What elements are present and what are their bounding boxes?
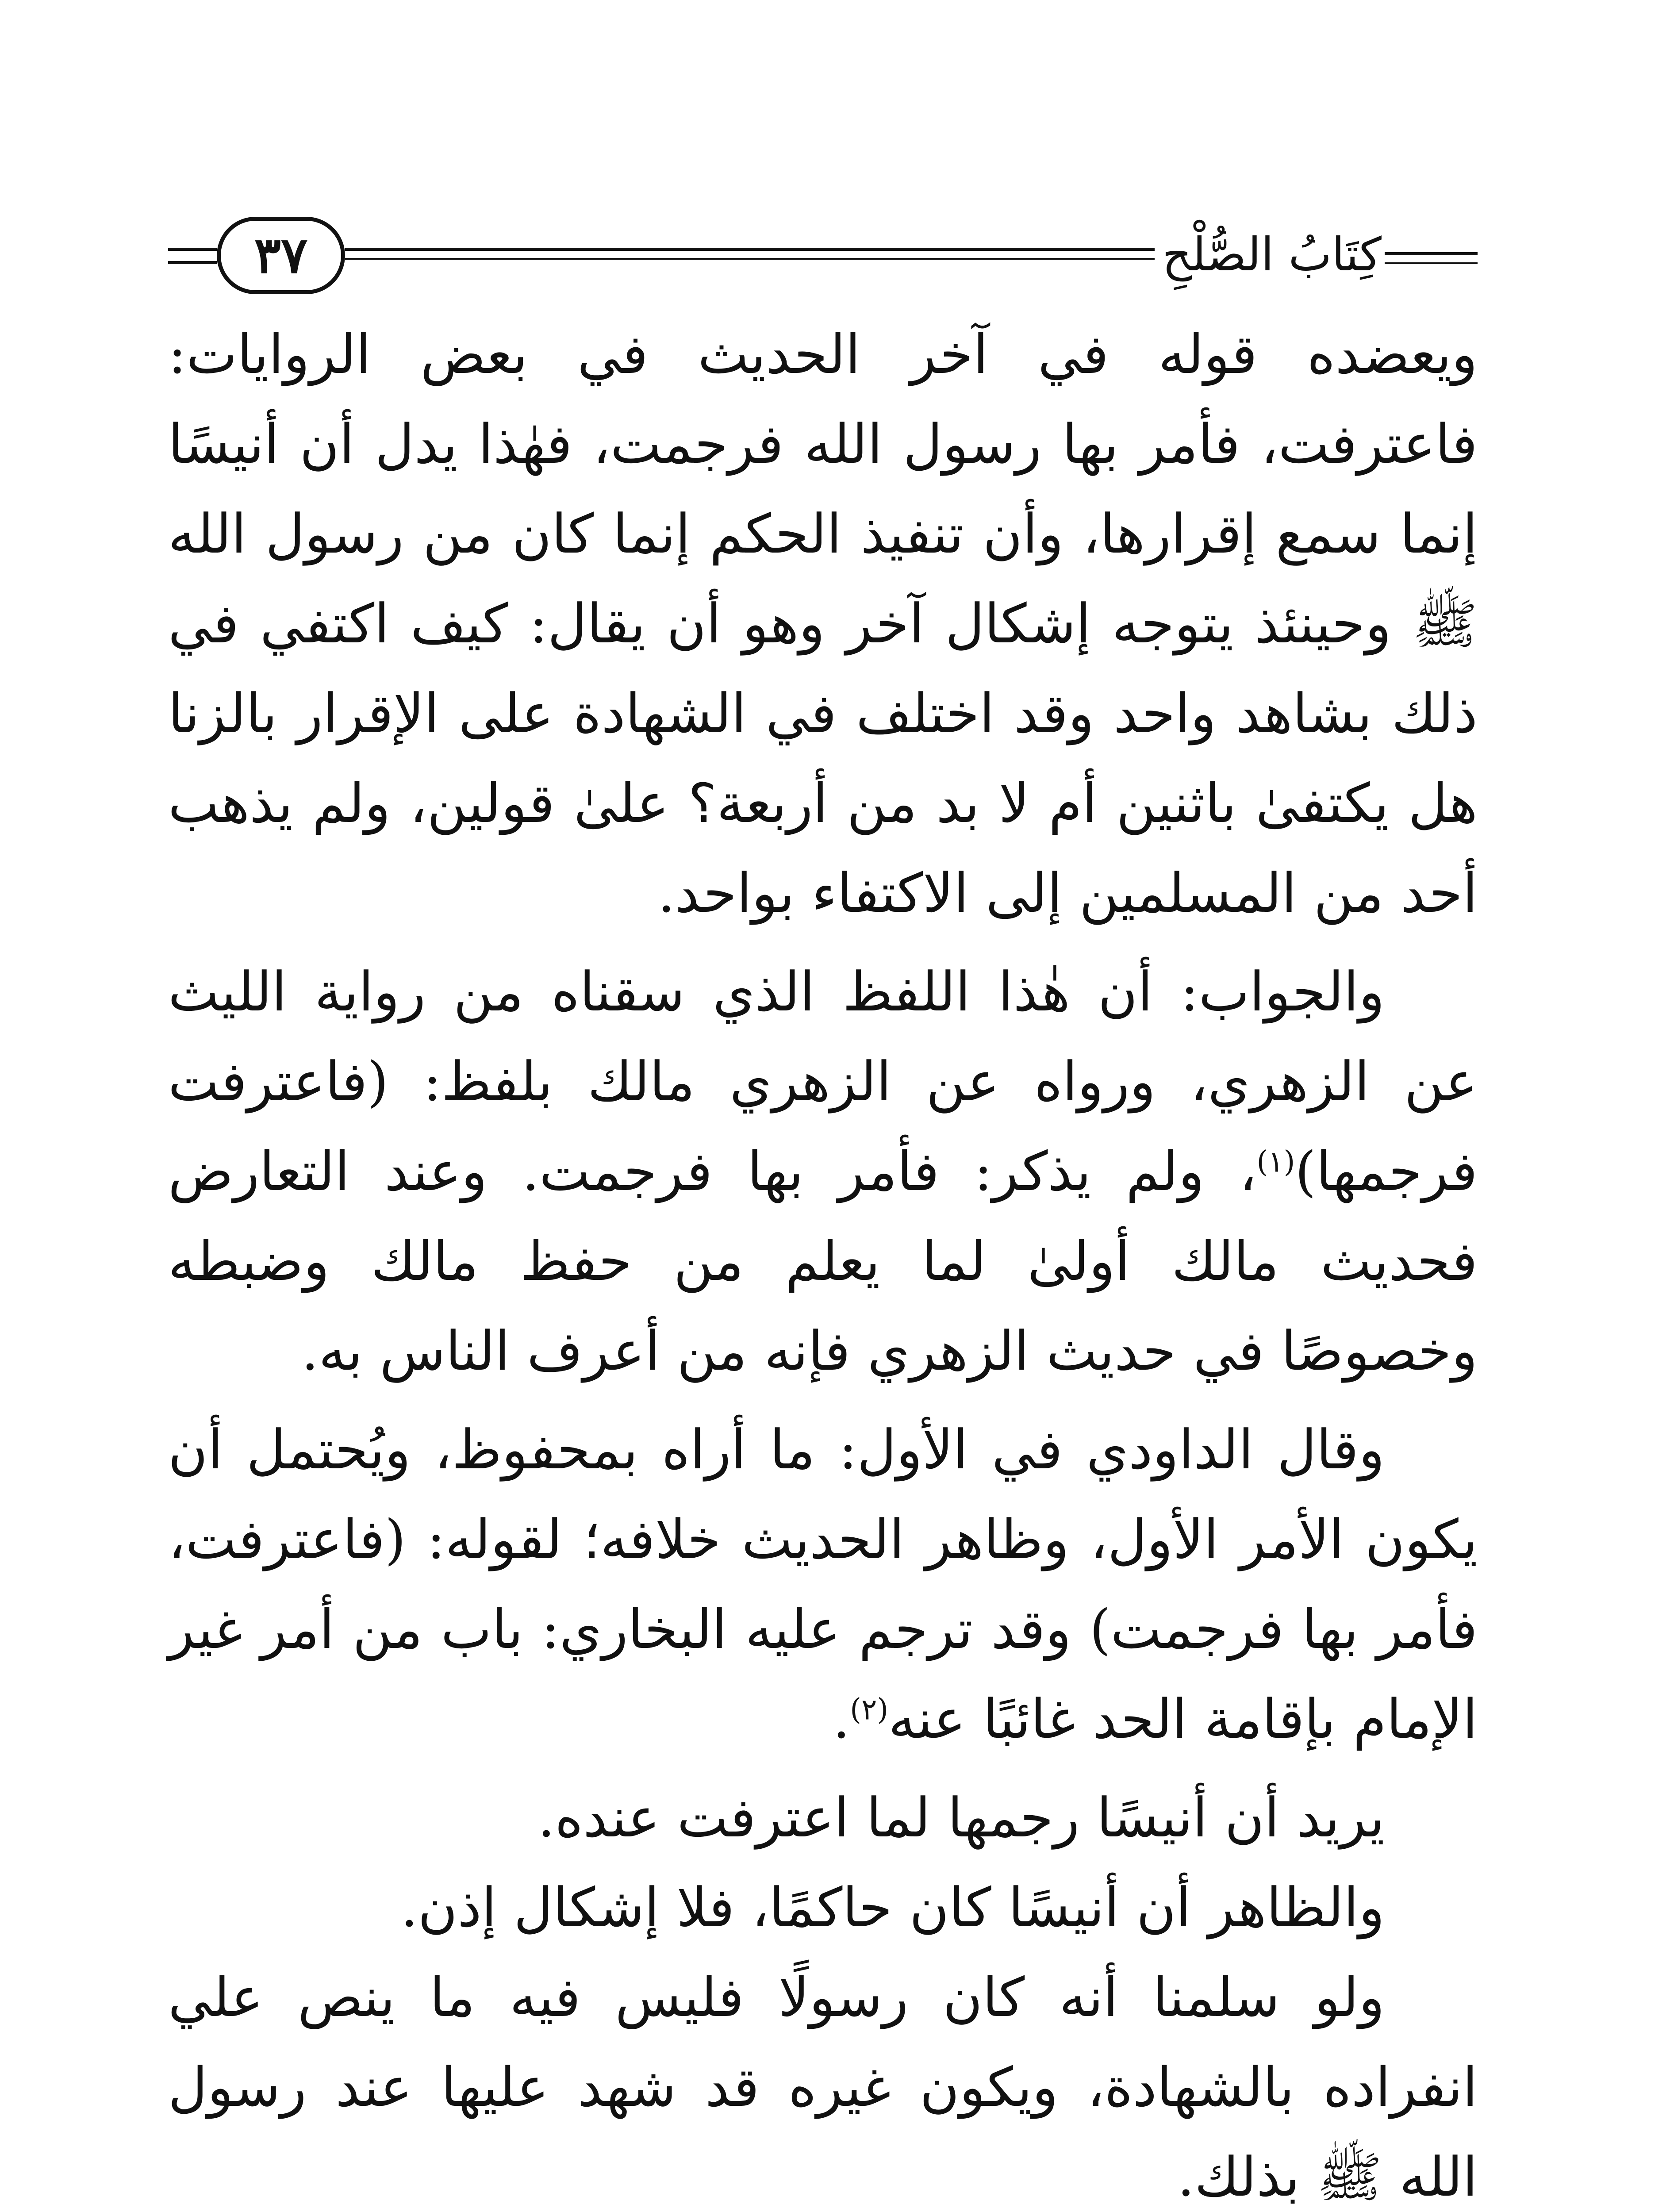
main-text: [168, 310, 1478, 2212]
paragraph-6: ولو سلمنا أنه كان رسولًا فليس فيه ما ينص علي انفراده بالشهادة، ويكون غيره قد شهد عليها عند رسول الله ﷺ بذلك.: [168, 1966, 1478, 2208]
paragraph-3-text: وقال الداودي في الأول: ما أراه بمحفوظ، ويُحتمل أن يكون الأمر الأول، وظاهر الحديث خلافه؛ لقوله: (فاعترفت، فأمر بها فرجمت) وقد ترجم عليه البخاري: باب من أمر غير الإمام بإقامة الحد غائبًا عنه: [168, 1418, 1478, 1751]
header-rule-left-top: [168, 248, 217, 251]
chapter-title: كِتَابُ الصُّلْحِ: [1162, 227, 1382, 281]
paragraph-2-text: والجواب: أن هٰذا اللفظ الذي سقناه من رواية الليث عن الزهري، ورواه عن الزهري مالك بلفظ: (فاعترفت فرجمها): [168, 960, 1478, 1203]
page-header: [168, 217, 1478, 301]
footnote-ref-2[interactable]: (٢): [850, 1692, 889, 1727]
paragraph-2: [168, 947, 1478, 1396]
paragraph-2-text-end: ، ولم يذكر: فأمر بها فرجمت. وعند التعارض فحديث مالك أولىٰ لما يعلم من حفظ مالك وضبطه وخصوصًا في حديث الزهري فإنه من أعرف الناس به.: [168, 1140, 1478, 1382]
paragraph-1: ويعضده قوله في آخر الحديث في بعض الروايات: فاعترفت، فأمر بها رسول الله فرجمت، فهٰذا يدل أن أنيسًا إنما سمع إقرارها، وأن تنفيذ الحكم إنما كان من رسول الله ﷺ وحينئذ يتوجه إشكال آخر وهو أن يقال: كيف اكتفي في ذلك بشاهد واحد وقد اختلف في الشهادة على الإقرار بالزنا هل يكتفىٰ باثنين أم لا بد من أربعة؟ علىٰ قولين، ولم يذهب أحد من المسلمين إلى الاكتفاء بواحد.: [168, 323, 1478, 925]
paragraph-3-text-end: .: [833, 1688, 850, 1751]
footnote-ref-1[interactable]: (١): [1256, 1144, 1295, 1179]
header-rule-middle: [345, 248, 1155, 251]
header-rule-left-bottom: [168, 261, 217, 264]
header-rule-right: [1385, 252, 1478, 255]
paragraph-3: [168, 1405, 1478, 1764]
page-number: ٣٧: [217, 217, 345, 294]
paragraph-4: يريد أن أنيسًا رجمها لما اعترفت عنده.: [537, 1786, 1385, 1849]
paragraph-5: والظاهر أن أنيسًا كان حاكمًا، فلا إشكال إذن.: [400, 1876, 1385, 1939]
